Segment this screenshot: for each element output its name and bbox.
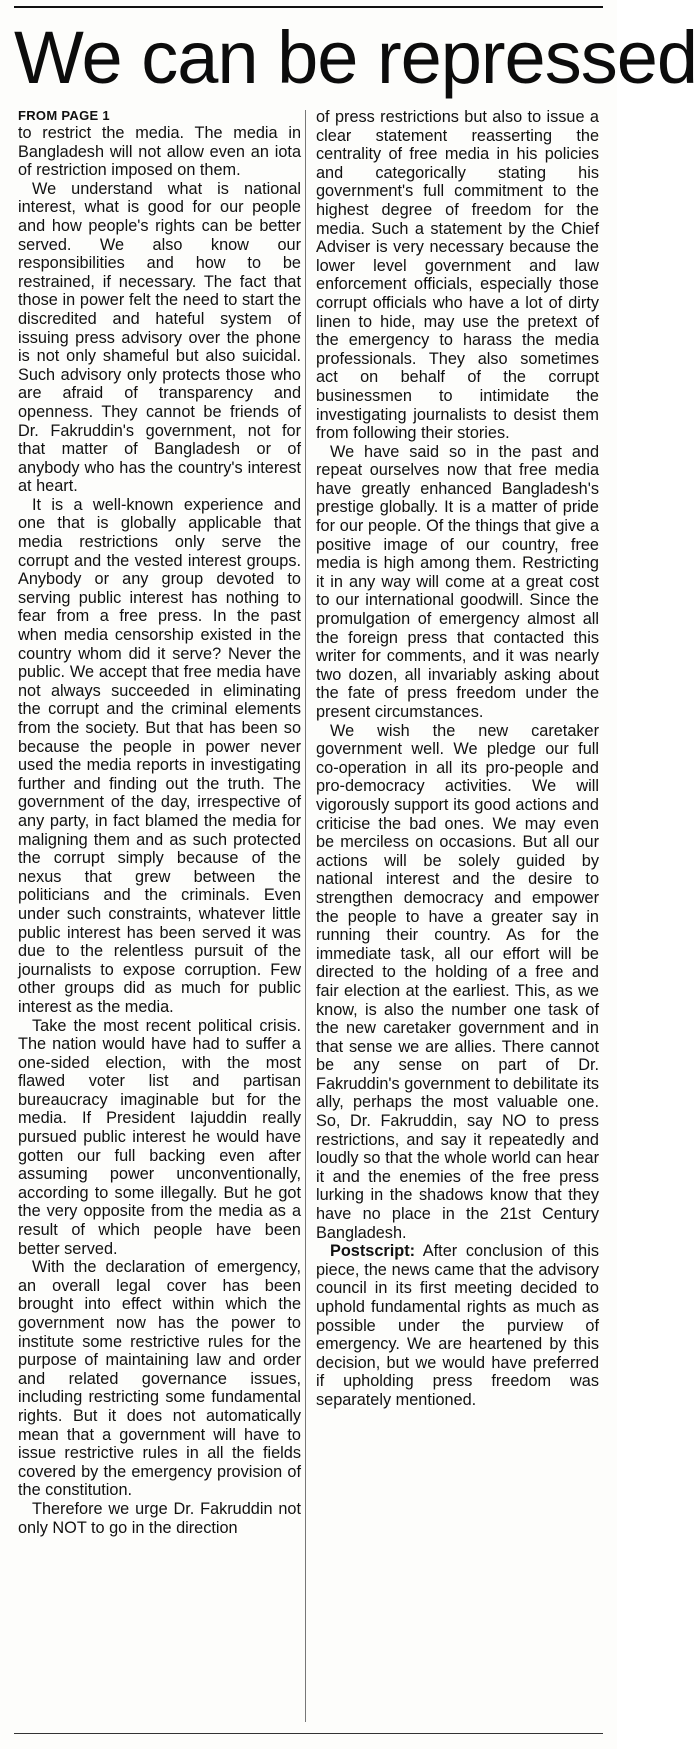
column-divider [305, 110, 306, 1722]
paragraph: Therefore we urge Dr. Fakruddin not only NOT to go in the direction [18, 1499, 301, 1537]
postscript [316, 1242, 599, 1409]
bottom-rule [14, 1733, 603, 1734]
postscript-text: After conclusion of this piece, the news came that the advisory council in its first meeting decided to uphold fundamental rights as much as possible under the purview of emergency. We are heartened by this decision, but we would have preferred if upholding press freedom was separately mentioned. [316, 1242, 599, 1409]
paragraph: It is a well-known experience and one that is globally applicable that media restrictions only serve the corrupt and the vested interest groups. Anybody or any group devoted to serving public interest has nothing to fear from a free press. In the past when media censorship existed in the country whom did it serve? Never the public. We accept that free media have not always succeeded in eliminating the corrupt and the criminal elements from the society. But that has been so because the people in power never used the media reports in investigating further and finding out the truth. The government of the day, irrespective of any party, in fact blamed the media for maligning them and as such protected the corrupt simply because of the nexus that grew between the politicians and the criminals. Even under such constraints, whatever little public interest has been served it was due to the relentless pursuit of the journalists to expose corruption. Few other groups did as much for public interest as the media. [18, 495, 301, 1016]
top-rule [14, 6, 603, 8]
right-column [316, 108, 599, 1410]
headline: We can be repressed [14, 16, 697, 99]
paragraph: to restrict the media. The media in Bangladesh will not allow even an iota of restriction imposed on them. [18, 124, 301, 180]
paragraph: of press restrictions but also to issue a clear statement reasserting the centrality of free media in his policies and categorically stating his government's full commitment to the highest degree of freedom for the media. Such a statement by the Chief Adviser is very necessary because the lower level government and law enforcement officials, especially those corrupt officials who have a lot of dirty linen to hide, may use the pretext of the emergency to harass the media professionals. They also sometimes act on behalf of the corrupt businessmen to intimidate the investigating journalists to desist them from following their stories. [316, 108, 599, 443]
left-column [18, 108, 301, 1537]
kicker: FROM PAGE 1 [18, 108, 110, 123]
paragraph: We wish the new caretaker government well. We pledge our full co-operation in all its pro-people and pro-democracy activities. We will vigorously support its good actions and criticise the bad ones. We may even be merciless on occasions. But all our actions will be solely guided by national interest and the desire to strengthen democracy and empower the people to have a greater say in running their country. As for the immediate task, all our effort will be directed to the holding of a free and fair election at the earliest. This, as we know, is also the number one task of the new caretaker government and in that sense we are allies. There cannot be any sense on part of Dr. Fakruddin's government to debilitate its ally, perhaps the most valuable one. So, Dr. Fakruddin, say NO to press restrictions, and say it repeatedly and loudly so that the whole world can hear it and the enemies of the free press lurking in the shadows know that they have no place in the 21st Century Bangladesh. [316, 721, 599, 1242]
paragraph: We have said so in the past and repeat ourselves now that free media have greatly enhanced Bangladesh's prestige globally. It is a matter of pride for our people. Of the things that give a positive image of our country, free media is high among them. Restricting it in any way will come at a great cost to our international goodwill. Since the promulgation of emergency almost all the foreign press that contacted this writer for comments, and it was nearly two dozen, all invariably asking about the fate of press freedom under the present circumstances. [316, 442, 599, 721]
postscript-label: Postscript: [330, 1242, 416, 1261]
paragraph: Take the most recent political crisis. The nation would have had to suffer a one-sided election, with the most flawed voter list and partisan bureaucracy imaginable but for the media. If President Iajuddin really pursued public interest he would have gotten our full backing even after assuming power unconventionally, according to some illegally. But he got the very opposite from the media as a result of which people have been better served. [18, 1016, 301, 1258]
paragraph: We understand what is national interest, what is good for our people and how people's rights can be better served. We also know our responsibilities and how to be restrained, if necessary. The fact that those in power felt the need to start the discredited and hateful system of issuing press advisory over the phone is not only shameful but also suicidal. Such advisory only protects those who are afraid of transparency and openness. They cannot be friends of Dr. Fakruddin's government, not for that matter of Bangladesh or of anybody who has the country's interest at heart. [18, 179, 301, 496]
paragraph: With the declaration of emergency, an overall legal cover has been brought into effect within which the government now has the power to institute some restrictive rules for the purpose of maintaining law and order and related governance issues, including restricting some fundamental rights. But it does not automatically mean that a government will have to issue restrictive rules in all the fields covered by the emergency provision of the constitution. [18, 1258, 301, 1500]
